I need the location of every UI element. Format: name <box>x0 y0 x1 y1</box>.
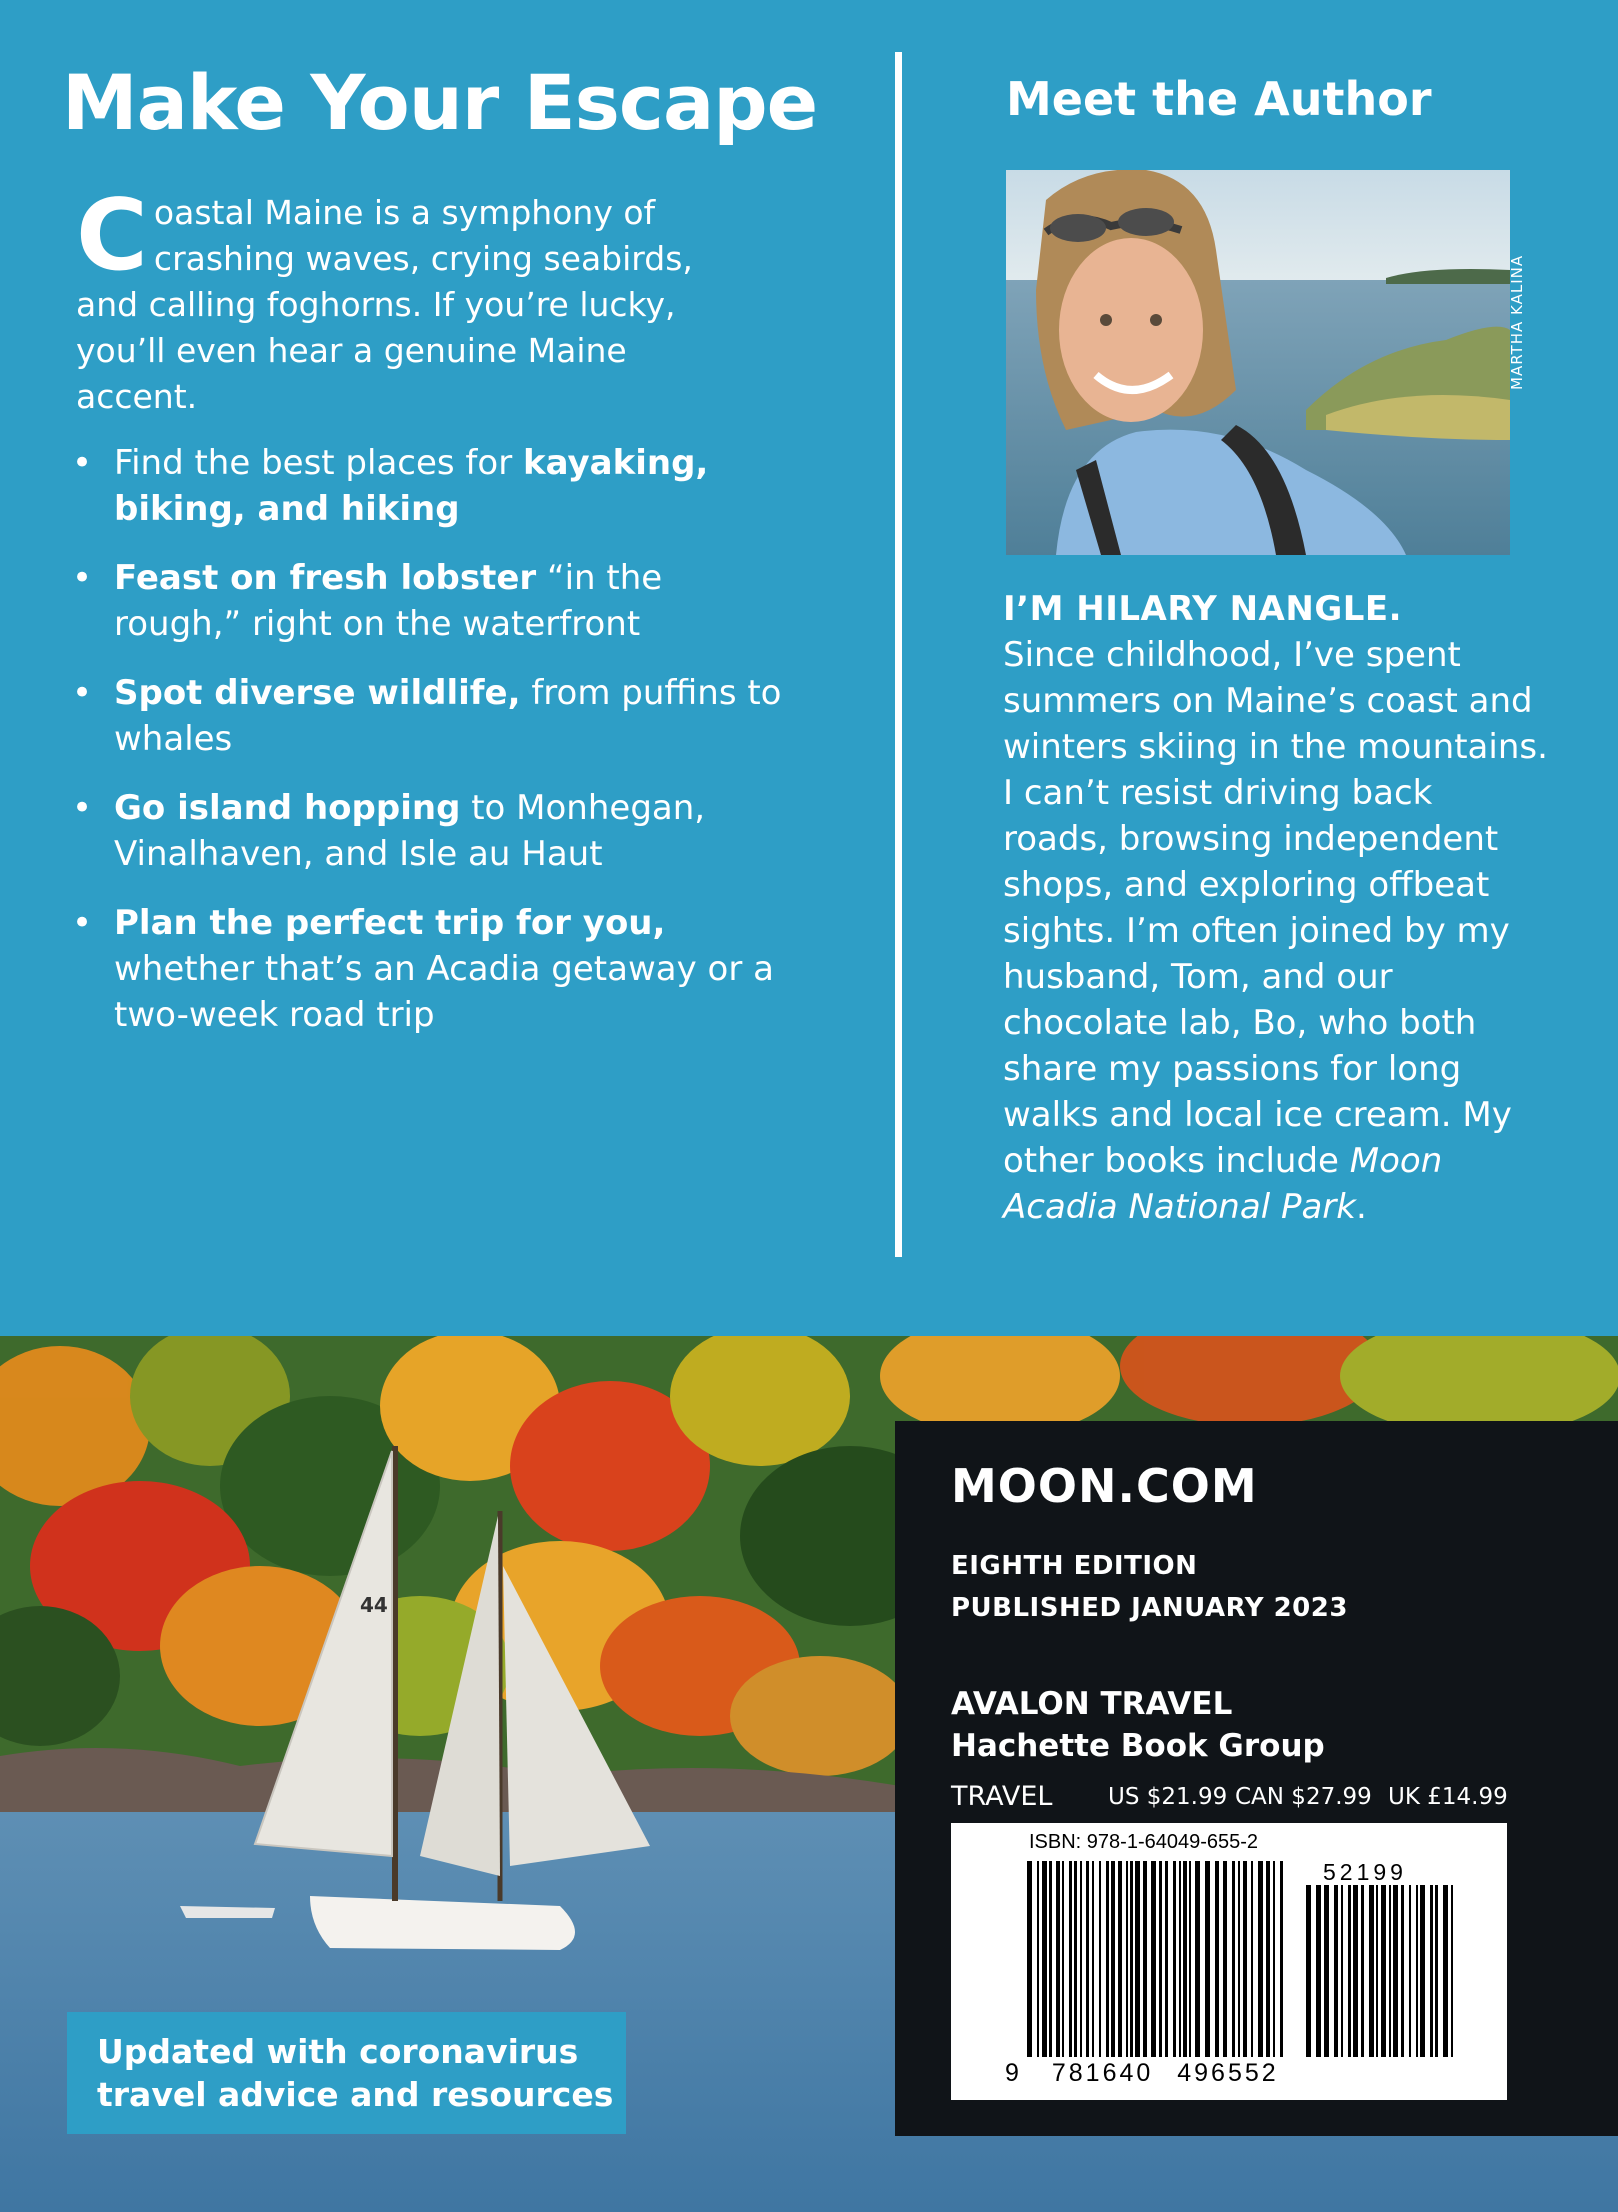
barcode-bar <box>1232 1861 1235 2057</box>
barcode-bar <box>1280 1861 1283 2057</box>
barcode-bar <box>1173 1861 1176 2057</box>
barcode-bar <box>1376 1885 1378 2057</box>
barcode-bar <box>1027 1861 1032 2057</box>
barcode-bar <box>1381 1885 1386 2057</box>
feature-text: “in the rough,” right on the waterfront <box>114 558 663 644</box>
feature-bold: Go island hopping <box>114 788 461 828</box>
intro-paragraph <box>76 179 736 420</box>
bio-text: Since childhood, I’ve spent summers on Maine’s coast and winters skiing in the mountains. I can’t resist driving back roads, browsing independent shops, and exploring offbeat sights. I’m often joined by my husband, Tom, and our chocolate lab, Bo, who both share my passions for long walks and local ice cream. My other books include <box>1003 635 1548 1181</box>
barcode-bar <box>1273 1861 1275 2057</box>
website-url[interactable]: MOON.COM <box>951 1459 1258 1513</box>
barcode-main <box>1027 1861 1287 2061</box>
feature-text: whether that’s an Acadia getaway or a two-week road trip <box>114 949 774 1035</box>
barcode-bar <box>1316 1885 1321 2057</box>
barcode-bar <box>1451 1885 1453 2057</box>
barcode-first-digit: 9 <box>1005 2059 1022 2087</box>
barcode-bar <box>1416 1885 1418 2057</box>
barcode-bar <box>1037 1861 1039 2057</box>
barcode-bar <box>1443 1885 1448 2057</box>
barcode-bar <box>1092 1861 1094 2057</box>
barcode-bar <box>1086 1861 1089 2057</box>
barcode-bar <box>1258 1861 1263 2057</box>
barcode-bar <box>1361 1885 1364 2057</box>
barcode-bar <box>1430 1885 1433 2057</box>
barcode-bar <box>1049 1861 1052 2057</box>
barcode-bar <box>1074 1861 1077 2057</box>
author-heading: Meet the Author <box>1006 72 1432 126</box>
barcode-bar <box>1062 1861 1064 2057</box>
barcode-bar <box>1324 1885 1329 2057</box>
barcode-bar <box>1135 1861 1140 2057</box>
barcode-bar <box>1334 1885 1338 2057</box>
publication-info-box <box>895 1421 1618 2136</box>
barcode-bar <box>1183 1861 1187 2057</box>
barcode-bar <box>1420 1885 1425 2057</box>
barcode-bar <box>1435 1885 1438 2057</box>
feature-bold: Feast on fresh lobster <box>114 558 537 598</box>
photo-credit: MARTHA KALINA <box>1508 254 1526 390</box>
feature-text: to Monhegan, Vinalhaven, and Isle au Haut <box>114 788 706 874</box>
price-us: US $21.99 <box>1108 1784 1228 1810</box>
published-date: PUBLISHED JANUARY 2023 <box>951 1593 1348 1623</box>
barcode-bar <box>1353 1885 1358 2057</box>
barcode-bar <box>1179 1861 1181 2057</box>
barcode-bar <box>1223 1861 1227 2057</box>
barcode-bar <box>1369 1885 1374 2057</box>
barcode-box <box>951 1823 1507 2100</box>
feature-bold: Spot diverse wildlife, <box>114 673 521 713</box>
barcode-bar <box>1143 1861 1147 2057</box>
barcode-bar <box>1341 1885 1343 2057</box>
barcode-bar <box>1195 1861 1200 2057</box>
feature-list <box>72 440 792 1061</box>
barcode-group-1: 781640 <box>1051 2059 1154 2087</box>
feature-item <box>72 670 792 762</box>
column-divider <box>895 52 902 1257</box>
barcode-bar <box>1409 1885 1411 2057</box>
author-photo <box>1006 170 1510 555</box>
bio-heading: I’M HILARY NANGLE. <box>1003 589 1403 629</box>
barcode-bar <box>1106 1861 1109 2057</box>
feature-item <box>72 785 792 877</box>
drop-cap: C <box>76 179 148 293</box>
barcode-bar <box>1130 1861 1133 2057</box>
covid-notice: Updated with coronavirus travel advice and resources <box>67 2012 626 2134</box>
bio-end: . <box>1355 1187 1367 1227</box>
escape-title: Make Your Escape <box>62 58 818 147</box>
barcode-bar <box>1205 1861 1210 2057</box>
barcode-bar <box>1111 1861 1115 2057</box>
feature-text: Find the best places for <box>114 443 523 483</box>
barcode-bar <box>1401 1885 1404 2057</box>
barcode-bar <box>1151 1861 1156 2057</box>
barcode-bar <box>1099 1861 1101 2057</box>
intro-text: oastal Maine is a symphony of crashing waves, crying seabirds, and calling foghorns. If you’re lucky, you’ll even hear a genuine Maine accent. <box>76 193 693 416</box>
edition-label: EIGHTH EDITION <box>951 1551 1198 1581</box>
barcode-bar <box>1306 1885 1311 2057</box>
barcode-number <box>1005 2059 1279 2088</box>
barcode-bar <box>1238 1861 1240 2057</box>
sail-number: 44 <box>360 1593 388 1617</box>
author-bio <box>1003 586 1548 1230</box>
barcode-bar <box>1042 1861 1047 2057</box>
barcode-bar <box>1266 1861 1270 2057</box>
feature-text: from puffins to whales <box>114 673 782 759</box>
publisher-group: Hachette Book Group <box>951 1728 1325 1764</box>
barcode-bar <box>1159 1861 1162 2057</box>
barcode-bar <box>1348 1885 1351 2057</box>
barcode-bar <box>1243 1861 1247 2057</box>
barcode-bar <box>1389 1885 1391 2057</box>
barcode-bar <box>1215 1861 1219 2057</box>
bio-book-title: Moon Acadia National Park <box>1003 1141 1443 1227</box>
barcode-bar <box>1118 1861 1122 2057</box>
feature-item <box>72 440 792 532</box>
barcode-group-2: 496552 <box>1177 2059 1279 2087</box>
price-code: 52199 <box>1323 1859 1407 1885</box>
barcode-addon <box>1306 1885 1458 2061</box>
isbn: ISBN: 978-1-64049-655-2 <box>1029 1831 1259 1853</box>
feature-bold: kayaking, biking, and hiking <box>114 443 709 529</box>
feature-item <box>72 555 792 647</box>
feature-bold: Plan the perfect trip for you, <box>114 903 666 943</box>
barcode-bar <box>1069 1861 1072 2057</box>
barcode-bar <box>1251 1861 1253 2057</box>
barcode-bar <box>1080 1861 1082 2057</box>
barcode-bar <box>1165 1861 1168 2057</box>
publisher-name: AVALON TRAVEL <box>951 1686 1233 1722</box>
barcode-bar <box>1056 1861 1060 2057</box>
price-uk: UK £14.99 <box>1388 1784 1508 1810</box>
barcode-bar <box>1393 1885 1398 2057</box>
barcode-bar <box>1189 1861 1191 2057</box>
author-photo-illustration <box>1006 170 1510 555</box>
feature-item <box>72 900 792 1038</box>
category-label: TRAVEL <box>951 1781 1053 1812</box>
price-can: CAN $27.99 <box>1235 1784 1372 1810</box>
barcode-bar <box>1126 1861 1128 2057</box>
